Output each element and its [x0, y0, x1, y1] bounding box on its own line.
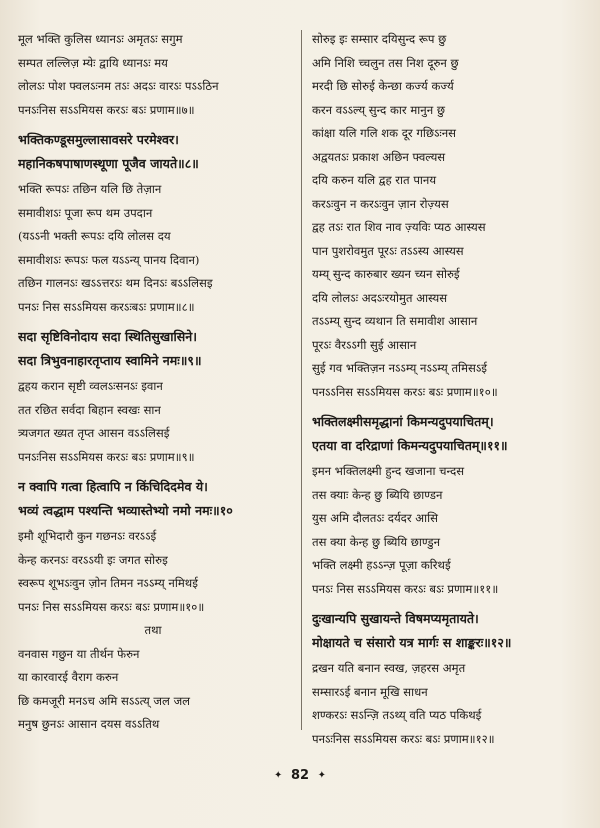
kashmiri-verse: [18, 28, 288, 122]
kashmiri-verse-9: [18, 375, 288, 469]
kashmiri-verse-10: [18, 525, 288, 619]
kashmiri-verse-11: [312, 460, 582, 601]
verse-line: मनुष छुनऽः आसान दयस वऽऽतिथ: [18, 717, 160, 731]
verse-line: मरदी छि सोरुई केन्छा कर्ज्य कर्ज्य: [312, 79, 454, 93]
verse-line: सम्पत लल्लिज़ म्येः द्वायि ध्यानऽः मय: [18, 55, 168, 70]
verse-line: इमौ शूभिदारौ कुन गछनऽः वरऽऽई: [18, 529, 157, 543]
shloka-line: मोक्षायते च संसारो यत्र मार्गः स शाङ्करः॥१२॥: [312, 635, 512, 650]
kashmiri-verse-8: [18, 178, 288, 319]
verse-line: भक्ति लक्ष्मी हऽऽन्ज़ पूज़ा करिथई: [312, 558, 451, 572]
shloka-line: न क्वापि गत्वा हित्वापि न किंचिदिदमेव ये।: [18, 479, 208, 494]
kashmiri-verse-12: [312, 657, 582, 751]
verse-line: दयि करुन यलि द्वह रात पानय: [312, 173, 437, 187]
verse-line: सुई गव भक्तिज़न नऽऽम्य् नऽऽम्य् तमिसऽई: [312, 361, 487, 375]
verse-line: पनऽः निस सऽऽमियस करऽः बऽः प्रणाम॥११॥: [312, 581, 499, 596]
verse-line: वनवास गछुन या तीर्थन फेरुन: [18, 646, 140, 661]
sanskrit-shloka-9: [18, 325, 288, 373]
verse-line: युस अमि दौलतऽः दर्यदर आसि: [312, 511, 438, 525]
kashmiri-verse-11b: [312, 28, 582, 404]
verse-line: छि कमजूरी मनऽच अमि सऽऽत्य् जल जल: [18, 693, 191, 708]
shloka-line: एतया वा दरिद्राणां किमन्यदुपयाचितम्॥११॥: [312, 438, 508, 453]
verse-line: तत रछित सर्वदा बिहान स्वखः सान: [18, 402, 161, 417]
sanskrit-shloka-8: [18, 128, 288, 176]
kashmiri-verse-11a: [18, 643, 288, 737]
verse-line: पनऽःनिस सऽऽमियस करऽः बऽः प्रणाम॥१२॥: [312, 731, 495, 746]
shloka-line: भव्यं त्वद्धाम पश्यन्ति भव्यास्तेभ्यो नमो नमः॥१०: [18, 503, 233, 518]
verse-line: (यऽऽनी भक्ती रूपऽः दयि लोलस दय: [18, 229, 171, 243]
verse-line: मूल भक्ति कुलिस ध्यानऽः अमृतऽः सगुम: [18, 32, 183, 46]
verse-line: अद्वयतऽः प्रकाश अछिन फ्वल्यस: [312, 149, 446, 164]
verse-line: करऽःवुन न करऽःवुन ज़ान रोज़्यस: [312, 196, 449, 211]
verse-line: द्रखन यति बनान स्वख, ज़हरस अमृत: [312, 661, 466, 675]
verse-line: या कारवारई वैराग करुन: [18, 670, 119, 684]
verse-line: पनऽःनिस सऽऽमियस करऽः बऽः प्रणाम॥७॥: [18, 102, 195, 117]
verse-line: तस क्या केन्ह छु ब्यियि छाण्डुन: [312, 534, 441, 549]
verse-line: पूरऽः वैरऽऽगी सुई आसान: [312, 337, 417, 352]
right-column: [312, 28, 582, 751]
verse-line: पनऽः निस सऽऽमियस करऽःबऽः प्रणाम॥८॥: [18, 299, 195, 314]
verse-line: केन्ह करनऽः वरऽऽयी इः जगत सोरुइ: [18, 552, 168, 567]
verse-line: दयि लोलऽः अदऽःरयोमुत आस्यस: [312, 290, 448, 305]
verse-line: कांक्षा यलि गलि शक दूर गछिऽःनस: [312, 126, 456, 140]
verse-line: सोरुइ इः सम्सार दयिसुन्द रूप छु: [312, 32, 447, 46]
shloka-line: सदा सृष्टिविनोदाय सदा स्थितिसुखासिने।: [18, 329, 197, 344]
shloka-line: भक्तिलक्ष्मीसमृद्धानां किमन्यदुपयाचितम्।: [312, 414, 494, 429]
verse-line: तऽऽम्य् सुन्द व्यथान ति समावीश आसान: [312, 314, 478, 328]
verse-line: पनऽःनिस सऽऽमियस करऽः बऽः प्रणाम॥९॥: [18, 449, 195, 464]
left-column: [18, 28, 288, 737]
shloka-line: महानिकषपाषाणस्थूणा पूजैव जायते॥८॥: [18, 156, 199, 171]
verse-line: लोलऽः पोश फ्वलऽःनम तऽः अदऽः वारऽः पऽऽठिन: [18, 79, 219, 93]
page-footer: [0, 768, 600, 783]
verse-line: तस क्याः केन्ह छु ब्यियि छाण्डन: [312, 487, 443, 502]
ornament-icon: ✦: [317, 770, 326, 781]
verse-line: समावीशऽः पूजा रूप थम उपदान: [18, 205, 153, 220]
verse-line: द्वहय करान सृष्टी व्वलऽःसनऽः इवान: [18, 379, 163, 393]
sanskrit-shloka-12: [312, 607, 582, 655]
column-divider: [301, 30, 302, 730]
verse-line: अमि निशि च्चलुन तस निश दूरुन छु: [312, 55, 459, 70]
page-number: 82: [290, 768, 310, 783]
verse-line: पनऽऽनिस सऽऽमियस करऽः बऽः प्रणाम॥१०॥: [312, 384, 498, 399]
shloka-line: भक्तिकण्डूसमुल्लासावसरे परमेश्वर।: [18, 132, 179, 147]
verse-line: इमन भक्तिलक्ष्मी हुन्द खजाना चन्दस: [312, 464, 465, 478]
verse-line: पनऽः निस सऽऽमियस करऽः बऽः प्रणाम॥१०॥: [18, 599, 205, 614]
verse-line: शण्करऽः सऽन्ज़ि तऽथ्य् वति प्यठ पकिथई: [312, 708, 482, 722]
verse-line: सम्सारऽई बनान मूखि साधन: [312, 684, 428, 699]
verse-line: भक्ति रूपऽः तछिन यलि छि तेज़ान: [18, 182, 162, 196]
verse-line: करन वऽऽल्य् सुन्द कार मानुन छु: [312, 102, 445, 117]
verse-line: द्वह तऽः रात शिव नाव ज़्यविः प्यठ आस्यस: [312, 220, 486, 234]
shloka-line: दुःखान्यपि सुखायन्ते विषमप्यमृतायते।: [312, 611, 479, 626]
verse-line: पान पुशरोवमुत पूरऽः तऽऽस्य आस्यस: [312, 243, 464, 258]
verse-line: त्र्यजगत ख्यत तृप्त आसन वऽऽलिसई: [18, 426, 170, 440]
ornament-icon: ✦: [274, 770, 283, 781]
sanskrit-shloka-11: [312, 410, 582, 458]
tatha-heading: तथा: [144, 623, 162, 637]
sanskrit-shloka-10: [18, 475, 288, 523]
verse-line: यम्य् सुन्द कारुबार ख्यन च्यन सोरुई: [312, 267, 460, 281]
verse-line: समावीशऽः रूपऽः फल यऽऽन्य् पानय दिवान): [18, 252, 200, 267]
shloka-line: सदा त्रिभुवनाहारतृप्ताय स्वामिने नमः॥९॥: [18, 353, 202, 368]
verse-line: तछिन गालनऽः खऽऽत्तरऽः थम दिनऽः बऽऽलिसइ: [18, 276, 213, 290]
verse-line: स्वरूप शूभऽःवुन ज़ोन तिमन नऽऽम्य् नमिथई: [18, 576, 198, 590]
